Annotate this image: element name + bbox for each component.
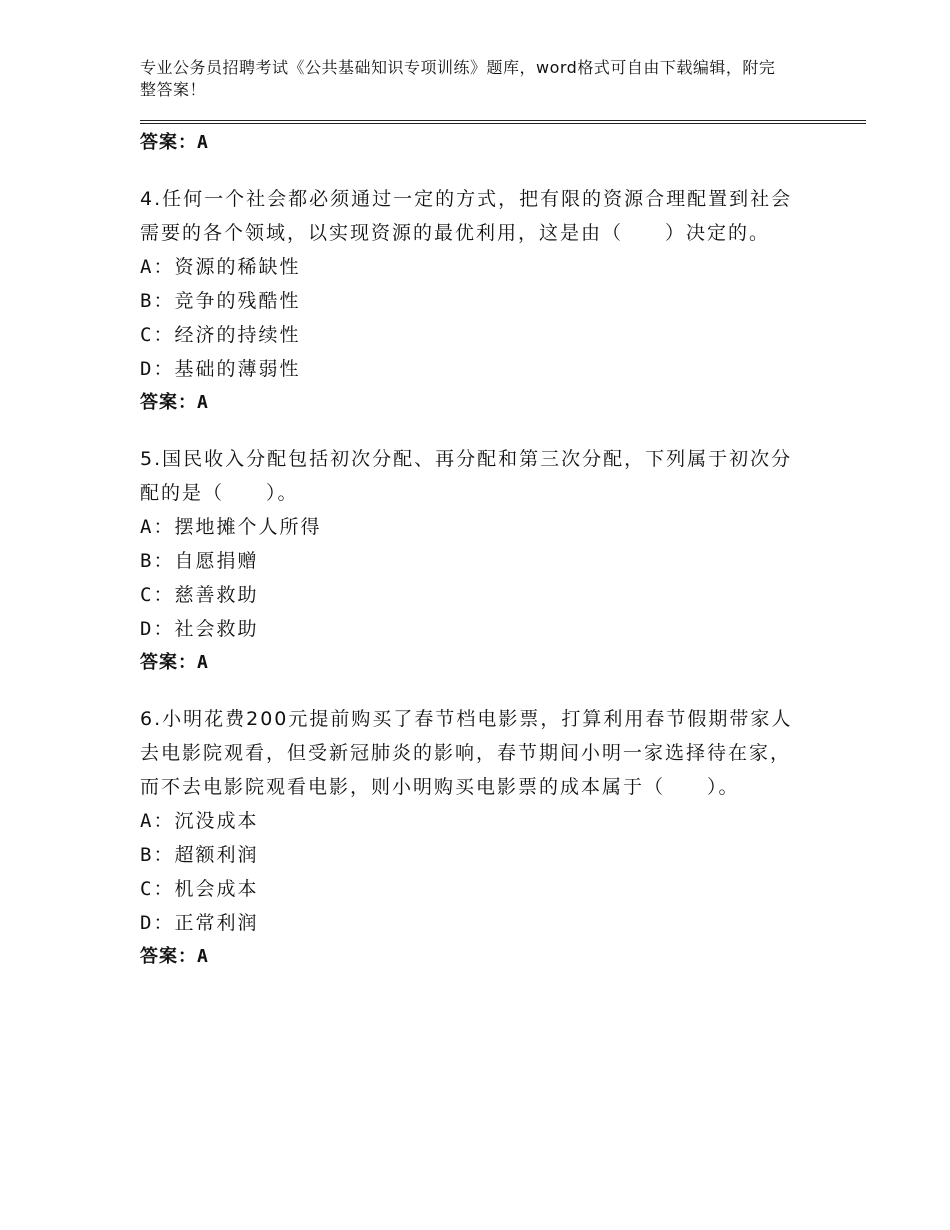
option-key: B： — [140, 290, 175, 312]
option-a — [140, 250, 800, 284]
option-text: 摆地摊个人所得 — [174, 516, 322, 538]
option-d — [140, 612, 800, 646]
answer-value: A — [197, 652, 209, 673]
option-text: 自愿捐赠 — [174, 550, 259, 572]
answer-label: 答案： — [140, 392, 197, 413]
option-b — [140, 284, 800, 318]
answer-label: 答案： — [140, 132, 197, 153]
option-text: 沉没成本 — [174, 810, 259, 832]
answer-value: A — [197, 132, 209, 153]
option-c — [140, 578, 800, 612]
question-text: 6.小明花费200元提前购买了春节档电影票，打算利用春节假期带家人去电影院观看，但受新冠肺炎的影响，春节期间小明一家选择待在家，而不去电影院观看电影，则小明购买电影票的成本属于（ ）。 — [140, 708, 793, 798]
header-divider — [140, 120, 866, 124]
option-key: C： — [140, 324, 175, 346]
option-key: A： — [140, 256, 175, 278]
option-key: B： — [140, 550, 175, 572]
option-text: 资源的稀缺性 — [174, 256, 301, 278]
option-a — [140, 804, 800, 838]
option-b — [140, 544, 800, 578]
option-key: D： — [140, 618, 175, 640]
option-text: 超额利润 — [174, 844, 259, 866]
option-text: 基础的薄弱性 — [174, 358, 301, 380]
option-key: D： — [140, 912, 175, 934]
question-text: 4.任何一个社会都必须通过一定的方式，把有限的资源合理配置到社会需要的各个领域，以实现资源的最优利用，这是由（ ）决定的。 — [140, 188, 793, 244]
option-text: 机会成本 — [174, 878, 259, 900]
option-c — [140, 872, 800, 906]
option-c — [140, 318, 800, 352]
option-text: 慈善救助 — [174, 584, 259, 606]
option-key: C： — [140, 584, 175, 606]
option-text: 经济的持续性 — [174, 324, 301, 346]
page-header: 专业公务员招聘考试《公共基础知识专项训练》题库，word格式可自由下载编辑，附完整答案！ — [140, 58, 776, 99]
option-a — [140, 510, 800, 544]
option-b — [140, 838, 800, 872]
question-item — [140, 702, 800, 974]
question-item — [140, 442, 800, 680]
question-list — [140, 126, 800, 974]
answer-label: 答案： — [140, 652, 197, 673]
question-answer — [140, 386, 800, 420]
option-text: 正常利润 — [174, 912, 259, 934]
option-text: 竞争的残酷性 — [174, 290, 301, 312]
option-d — [140, 352, 800, 386]
option-key: B： — [140, 844, 175, 866]
option-key: A： — [140, 810, 175, 832]
previous-answer — [140, 126, 800, 160]
question-item — [140, 182, 800, 420]
question-answer — [140, 940, 800, 974]
option-text: 社会救助 — [174, 618, 259, 640]
option-d — [140, 906, 800, 940]
answer-value: A — [197, 392, 209, 413]
option-key: C： — [140, 878, 175, 900]
option-key: D： — [140, 358, 175, 380]
question-text: 5.国民收入分配包括初次分配、再分配和第三次分配，下列属于初次分配的是（ ）。 — [140, 448, 793, 504]
answer-value: A — [197, 946, 209, 967]
option-key: A： — [140, 516, 175, 538]
question-answer — [140, 646, 800, 680]
answer-label: 答案： — [140, 946, 197, 967]
